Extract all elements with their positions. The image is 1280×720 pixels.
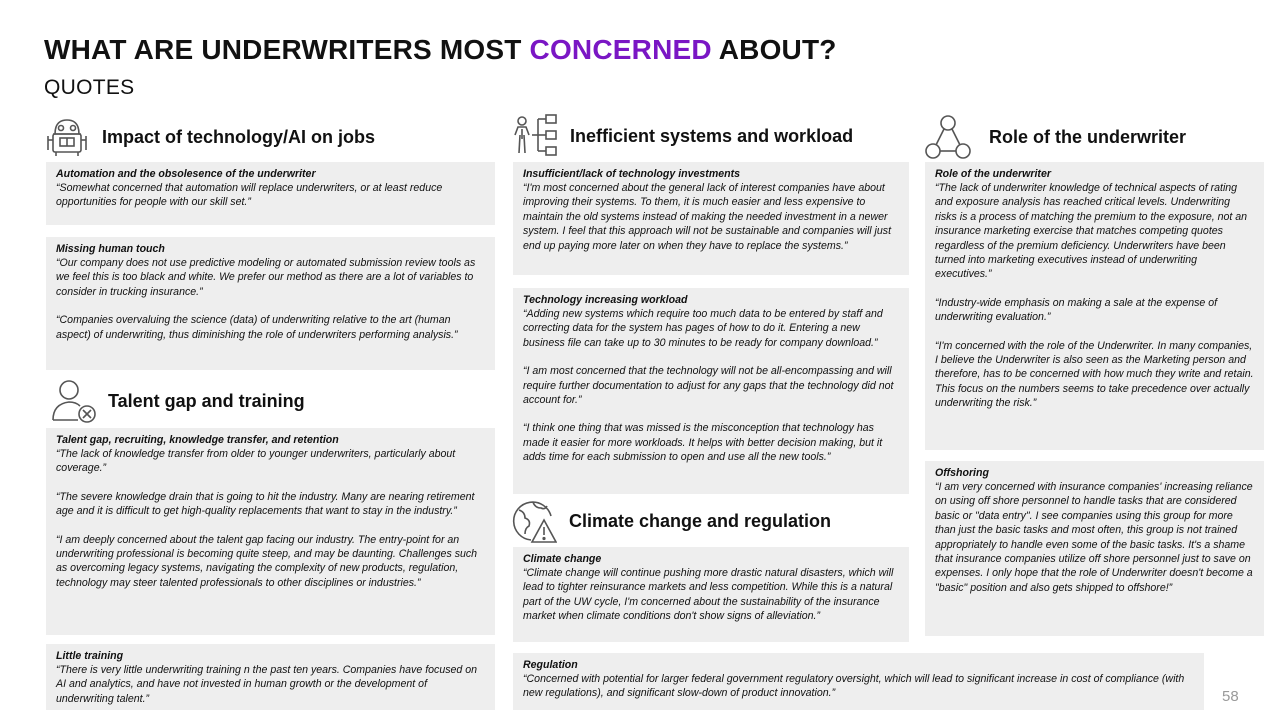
title-part2: ABOUT?: [711, 34, 837, 65]
globe-warning-icon: [511, 498, 557, 544]
page-title: [44, 34, 837, 66]
quote-box-tech-workload: [513, 288, 909, 494]
workflow-person-icon: [512, 113, 558, 159]
quote-text: “Companies overvaluing the science (data) of underwriting relative to the art (human aspect) of underwriting, thus diminishing the role of underwriters performing analysis.”: [56, 314, 458, 341]
box-title: Talent gap, recruiting, knowledge transfer, and retention: [56, 434, 339, 446]
quote-text: “The severe knowledge drain that is going to hit the industry. Many are nearing retirement age and it is difficult to get high-quality replacements that want to stay in the industry.”: [56, 490, 475, 518]
quote-text: “Industry-wide emphasis on making a sale at the expense of underwriting evaluation.”: [935, 296, 1218, 324]
quote-box-little-training: [46, 644, 495, 710]
section-header-systems: [512, 113, 853, 159]
title-accent: CONCERNED: [529, 34, 712, 65]
box-title: Regulation: [523, 659, 578, 671]
quote-text: “Concerned with potential for larger federal government regulatory oversight, which will lead to significant increase in cost of compliance (with new regulations), and significant slow-down of product innovation.”: [523, 673, 1185, 700]
quote-text: “There is very little underwriting training n the past ten years. Companies have focused on AI and analytics, and have not invested in human growth or the development of underwriting talent.”: [56, 664, 478, 705]
box-title: Missing human touch: [56, 243, 165, 255]
network-icon: [925, 114, 971, 160]
quote-text: “I think one thing that was missed is the misconception that technology has made it easier for more workloads. It helps with better decision making, but it adds time for each submission to open and use all the new tools.”: [523, 422, 883, 464]
quote-text: “I'm concerned with the role of the Underwriter. In many companies, I believe the Underwriter is also seen as the Marketing person and therefore, has to be concerned with how much they write and retain. This focus on the numbers seems to take precedence over actually underwriting the risk.”: [935, 339, 1254, 410]
quote-box-talent-gap: [46, 428, 495, 635]
person-remove-icon: [50, 378, 96, 424]
section-title: Impact of technology/AI on jobs: [102, 126, 376, 147]
quote-text: “Adding new systems which require too much data to be entered by staff and correcting data for the system has pages of how to do it. Entering a new business file can take up to 30 minutes to be ready for company download.”: [523, 308, 883, 349]
section-title: Role of the underwriter: [989, 126, 1187, 147]
page-number: 58: [1222, 688, 1239, 705]
quote-box-climate-change: [513, 547, 909, 642]
box-title: Role of the underwriter: [935, 168, 1051, 180]
section-title: Climate change and regulation: [569, 510, 832, 531]
robot-icon: [44, 114, 90, 160]
box-title: Automation and the obsolesence of the underwriter: [56, 168, 316, 180]
quote-text: “I am deeply concerned about the talent gap facing our industry. The entry-point for an underwriting professional is becoming quite steep, and may be daunting. Challenges such as overcoming legacy systems, navigating the complexity of new products, regulation, technology may steer talented professionals to other disciplines or industries.”: [56, 533, 478, 589]
section-title: Inefficient systems and workload: [570, 125, 854, 146]
quote-box-automation: [46, 162, 495, 225]
section-title: Talent gap and training: [108, 390, 305, 411]
box-title: Little training: [56, 650, 124, 662]
quote-text: “The lack of underwriter knowledge of technical aspects of rating and exposure analysis has reached critical levels. Underwriting risks is a process of matching the premium to the exposure, not an insurance marketing exercise that matches competing quotes regardless of the premium deficiency. Underwriters have been turned into marketing executives instead of underwriting executives.”: [935, 182, 1248, 281]
quote-box-missing-human-touch: [46, 237, 495, 370]
quote-box-offshoring: [925, 461, 1264, 636]
title-part1: WHAT ARE UNDERWRITERS MOST: [44, 34, 530, 65]
quote-text: “Somewhat concerned that automation will replace underwriters, or at least reduce opportunities for people with our skill set.”: [56, 182, 443, 209]
box-title: Technology increasing workload: [523, 294, 688, 306]
box-title: Offshoring: [935, 467, 989, 479]
box-title: Climate change: [523, 553, 602, 565]
section-header-climate: [511, 498, 831, 544]
section-header-tech-jobs: [44, 114, 375, 160]
section-header-role: [925, 114, 1186, 160]
quote-text: “The lack of knowledge transfer from older to younger underwriters, particularly about coverage.”: [56, 448, 456, 475]
quote-text: “I am very concerned with insurance companies' increasing reliance on using off shore personnel to handle tasks that are considered basic or "data entry". I see companies using this group for more than just the basic tasks and most often, this group is not trained appropriately to handle even some of the basic tasks. It's a shame that insurance companies utilize off shore personnel just to save on expenses. I only hope that the role of Underwriter doesn't become a "basic" position and also gets shipped to offshore!”: [935, 481, 1253, 594]
quote-text: “Our company does not use predictive modeling or automated submission review tools as we feel this is too black and white. We prefer our method as there are a lot of variables to consider in trucking insurance.”: [56, 257, 476, 298]
box-title: Insufficient/lack of technology investments: [523, 168, 741, 180]
quote-box-role: [925, 162, 1264, 450]
section-header-talent: [50, 378, 305, 424]
page-subtitle: QUOTES: [44, 76, 135, 99]
quote-box-tech-investment: [513, 162, 909, 275]
quote-text: “I'm most concerned about the general lack of interest companies have about improving their systems. To them, it is much easier and less expensive to maintain the old systems instead of making the needed investment in a newer system. I feel that this approach will not be sustainable and companies will just end up paying more later on when they have to replace the systems.”: [523, 182, 892, 252]
quote-box-regulation: [513, 653, 1204, 710]
quote-text: “I am most concerned that the technology will not be all-encompassing and will require further documentation to adjust for any gaps that the technology did not account for.”: [523, 365, 894, 407]
quote-text: “Climate change will continue pushing more drastic natural disasters, which will lead to tighter reinsurance markets and less competition. While this is a natural part of the UW cycle, I'm concerned about the sustainability of the insurance market when climate conditions don't show signs of alleviation.”: [523, 567, 894, 623]
